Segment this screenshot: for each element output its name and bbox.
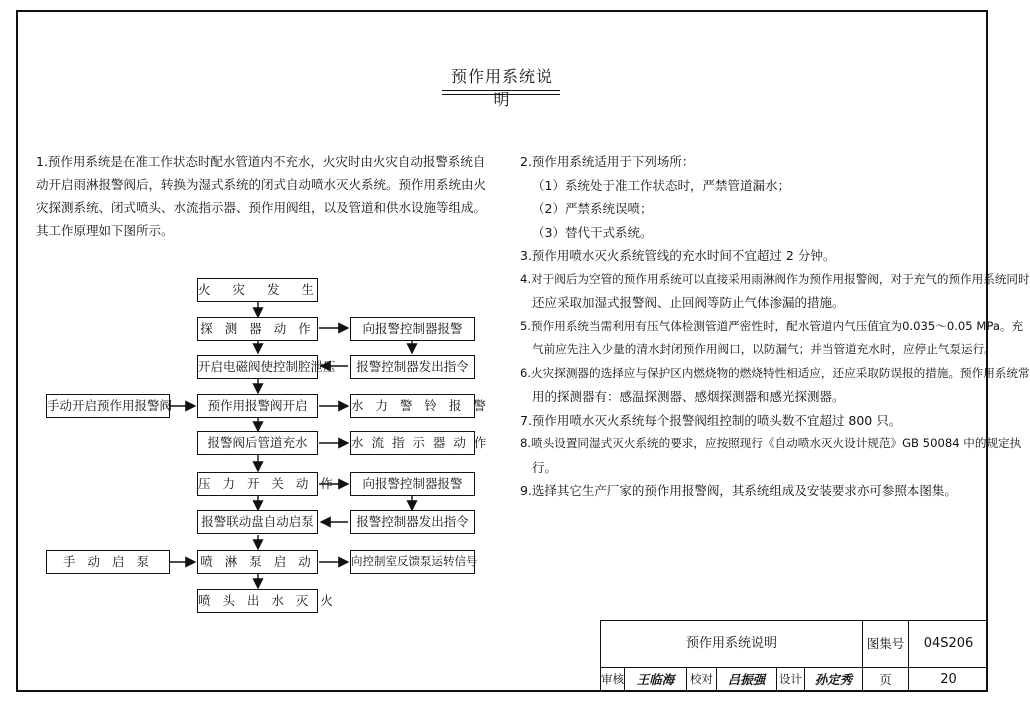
review-signature: 王临海 [624, 667, 686, 692]
flow-box-pump-feedback: 向控制室反馈泵运转信号 [350, 550, 475, 574]
flow-box-extinguish: 喷 头 出 水 灭 火 [197, 589, 318, 613]
flow-box-report-controller: 向报警控制器报警 [350, 472, 475, 496]
note-continuation: 用的探测器有：感温探测器、感烟探测器和感光探测器。 [532, 389, 845, 404]
flow-box-controller-command: 报警控制器发出指令 [350, 510, 475, 534]
flow-box-pressure-switch: 压 力 开 关 动 作 [197, 472, 318, 496]
note-continuation: 气前应先注入少量的清水封闭预作用阀口，以防漏气；并当管道充水时，应停止气泵运行。 [532, 342, 996, 356]
note-item: 6.火灾探测器的选择应与保护区内燃烧物的燃烧特性相适应，还应采取防误报的措施。预作用系统常 [520, 365, 1030, 380]
flow-box-detector: 探 测 器 动 作 [197, 317, 318, 341]
flow-box-controller-command: 报警控制器发出指令 [350, 355, 475, 379]
flow-box-pipe-fill: 报警阀后管道充水 [197, 431, 318, 455]
design-label: 设计 [776, 667, 804, 692]
note-item: 9.选择其它生产厂家的预作用报警阀，其系统组成及安装要求亦可参照本图集。 [520, 483, 957, 498]
flow-box-valve-open: 预作用报警阀开启 [197, 394, 318, 418]
note-subitem: （2）严禁系统误喷； [532, 201, 653, 216]
flow-box-solenoid: 开启电磁阀使控制腔泄压 [197, 355, 318, 379]
flow-box-pump-start: 喷 淋 泵 启 动 [197, 550, 318, 574]
design-signature: 孙定秀 [804, 667, 862, 692]
note-continuation: 行。 [532, 459, 558, 475]
note-item: 5.预作用系统当需利用有压气体检测管道严密性时，配水管道内气压值宜为0.035～0.05 MPa。充 [520, 318, 1024, 333]
review-label: 审核 [600, 667, 624, 692]
note-continuation: 还应采取加湿式报警阀、止回阀等防止气体渗漏的措施。 [532, 295, 845, 310]
drawing-name: 预作用系统说明 [600, 620, 862, 667]
page-label: 页 [862, 667, 908, 692]
atlas-number: 04S206 [908, 620, 988, 667]
flow-box-flow-indicator: 水 流 指 示 器 动 作 [350, 431, 475, 455]
flow-box-water-bell: 水 力 警 铃 报 警 [350, 394, 475, 418]
note-item: 2.预作用系统适用于下列场所： [520, 154, 695, 169]
note-item: 4.对于阀后为空管的预作用系统可以直接采用雨淋阀作为预作用报警阀，对于充气的预作用系统同时 [520, 271, 1030, 286]
note-subitem: （1）系统处于准工作状态时，严禁管道漏水； [532, 177, 790, 193]
flow-box-manual-valve: 手动开启预作用报警阀 [46, 394, 170, 418]
notes-list [520, 150, 1030, 503]
note-subitem: （3）替代干式系统。 [532, 224, 653, 240]
flow-box-auto-pump: 报警联动盘自动启泵 [197, 510, 318, 534]
flow-box-manual-pump: 手 动 启 泵 [46, 550, 170, 574]
page-number: 20 [908, 667, 988, 692]
title-block [600, 620, 988, 692]
flow-box-report-controller: 向报警控制器报警 [350, 317, 475, 341]
check-label: 校对 [686, 667, 716, 692]
flow-box-fire: 火 灾 发 生 [197, 278, 318, 302]
atlas-label: 图集号 [862, 620, 908, 667]
page-title: 预作用系统说明 [450, 67, 553, 109]
intro-paragraph: 1.预作用系统是在准工作状态时配水管道内不充水，火灾时由火灾自动报警系统自动开启雨淋报警阀后，转换为湿式系统的闭式自动喷水灭火系统。预作用系统由火灾探测系统、闭式喷头、水流指示器、预作用阀组，以及管道和供水设施等组成。其工作原理如下图所示。 [36, 154, 487, 238]
note-item: 3.预作用喷水灭火系统管线的充水时间不宜超过 2 分钟。 [520, 248, 836, 263]
check-signature: 吕振强 [716, 667, 776, 692]
note-item: 7.预作用喷水灭火系统每个报警阀组控制的喷头数不宜超过 800 只。 [520, 412, 902, 428]
note-item: 8.喷头设置同湿式灭火系统的要求，应按照现行《自动喷水灭火设计规范》GB 50084 中的规定执 [520, 436, 1022, 450]
